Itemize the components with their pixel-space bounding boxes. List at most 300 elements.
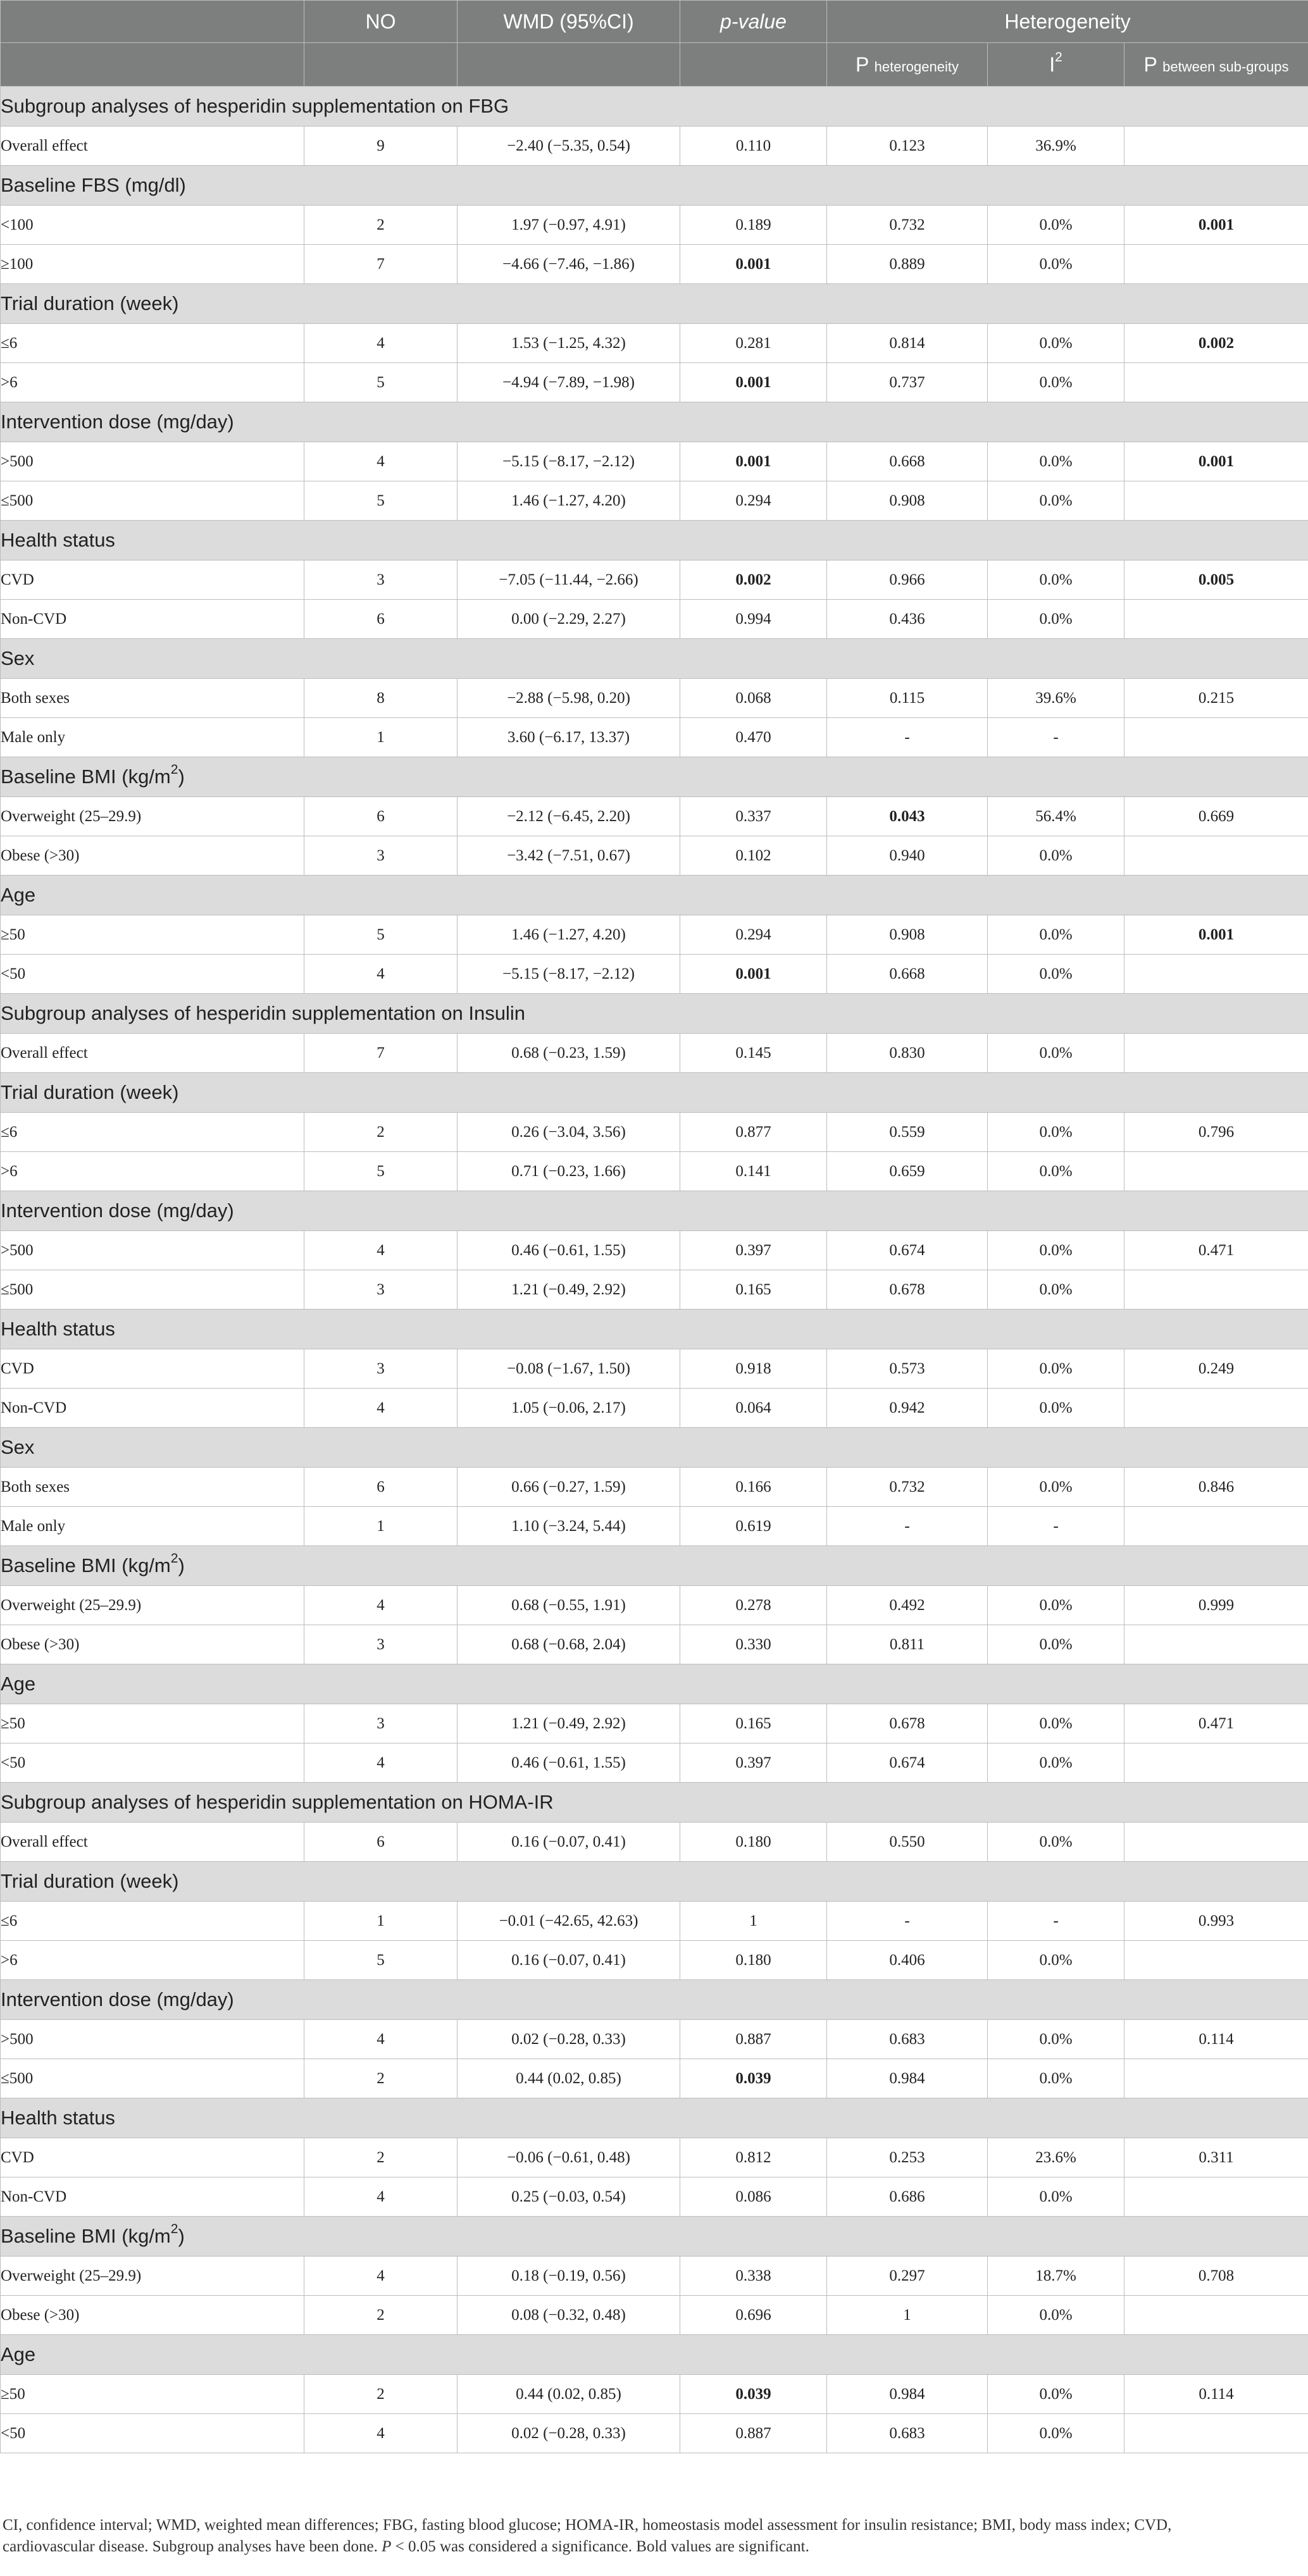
section-title [1,1664,1308,1704]
section-title-text: Baseline BMI (kg/m [1,2225,171,2247]
table-row [1,1704,1308,1743]
table-row [1,2414,1308,2453]
table-row [1,1113,1308,1152]
cell-p-heterogeneity: 0.123 [827,127,988,166]
row-label: >6 [1,1941,304,1980]
cell-p-heterogeneity: 0.674 [827,1743,988,1783]
table-row [1,1586,1308,1625]
section-title [1,994,1308,1034]
section-title-end: ) [178,2225,185,2247]
cell-p-heterogeneity: 0.492 [827,1586,988,1625]
cell-i2: - [988,718,1124,757]
cell-i2: - [988,1507,1124,1546]
cell-p-heterogeneity: - [827,1902,988,1941]
cell-pvalue: 0.166 [680,1468,827,1507]
table-row [1,797,1308,836]
cell-p-heterogeneity: 0.678 [827,1704,988,1743]
cell-i2: 0.0% [988,1941,1124,1980]
row-label: ≥50 [1,915,304,955]
cell-wmd: −0.06 (−0.61, 0.48) [458,2138,680,2177]
section-title [1,87,1308,127]
cell-pvalue: 0.619 [680,1507,827,1546]
section-header-row [1,1862,1308,1902]
header-p-between-sub: between sub-groups [1162,58,1289,75]
row-label: Male only [1,718,304,757]
cell-pvalue: 0.294 [680,481,827,521]
table-row [1,1625,1308,1664]
cell-wmd: −2.12 (−6.45, 2.20) [458,797,680,836]
header-blank-3 [304,43,458,87]
row-label: Overweight (25–29.9) [1,2257,304,2296]
header-wmd: WMD (95%CI) [458,1,680,43]
table-row [1,1743,1308,1783]
table-row [1,1941,1308,1980]
cell-p-between [1124,1507,1308,1546]
cell-i2: 0.0% [988,363,1124,402]
cell-p-heterogeneity: 0.668 [827,442,988,481]
cell-wmd: 1.05 (−0.06, 2.17) [458,1389,680,1428]
section-title [1,1073,1308,1113]
section-title [1,1310,1308,1349]
section-title-text: Intervention dose (mg/day) [1,411,234,433]
cell-i2: 0.0% [988,1586,1124,1625]
cell-wmd: 1.46 (−1.27, 4.20) [458,915,680,955]
cell-p-heterogeneity: 0.940 [827,836,988,876]
row-label: Both sexes [1,679,304,718]
row-label: >6 [1,363,304,402]
row-label: >500 [1,2020,304,2059]
section-title-text: Sex [1,647,35,669]
table-row [1,206,1308,245]
cell-i2: 0.0% [988,1152,1124,1191]
cell-pvalue: 0.145 [680,1034,827,1073]
cell-p-heterogeneity: 0.683 [827,2020,988,2059]
cell-no: 4 [304,2414,458,2453]
cell-no: 1 [304,718,458,757]
cell-wmd: 1.21 (−0.49, 2.92) [458,1270,680,1310]
table-row [1,2375,1308,2414]
cell-p-between: 0.114 [1124,2020,1308,2059]
section-title-superscript: 2 [170,2222,178,2236]
cell-p-heterogeneity: - [827,1507,988,1546]
cell-p-heterogeneity: 0.830 [827,1034,988,1073]
row-label: >500 [1,442,304,481]
cell-p-heterogeneity: 0.253 [827,2138,988,2177]
cell-i2: 39.6% [988,679,1124,718]
cell-no: 1 [304,1902,458,1941]
table-row [1,1231,1308,1270]
table-row [1,1270,1308,1310]
header-row-top [1,1,1308,43]
row-label: Obese (>30) [1,836,304,876]
cell-i2: 0.0% [988,915,1124,955]
cell-p-heterogeneity: 0.966 [827,560,988,600]
row-label: <50 [1,955,304,994]
row-label: Both sexes [1,1468,304,1507]
table-row [1,560,1308,600]
cell-p-between: 0.002 [1124,324,1308,363]
table-row [1,2177,1308,2217]
header-p-heterogeneity-sub: heterogeneity [874,58,959,75]
cell-i2: 0.0% [988,836,1124,876]
cell-pvalue: 0.397 [680,1231,827,1270]
section-header-row [1,2335,1308,2375]
cell-pvalue: 0.141 [680,1152,827,1191]
section-title [1,284,1308,324]
cell-i2: 0.0% [988,2296,1124,2335]
section-title-text: Intervention dose (mg/day) [1,1199,234,1222]
cell-pvalue: 0.180 [680,1941,827,1980]
cell-p-heterogeneity: 0.889 [827,245,988,284]
cell-p-heterogeneity: 0.115 [827,679,988,718]
section-header-row [1,284,1308,324]
cell-p-between [1124,2296,1308,2335]
header-blank [1,1,304,43]
cell-no: 4 [304,1389,458,1428]
row-label: CVD [1,1349,304,1389]
cell-wmd: −2.88 (−5.98, 0.20) [458,679,680,718]
table-row [1,2059,1308,2098]
cell-no: 3 [304,1625,458,1664]
cell-wmd: 0.44 (0.02, 0.85) [458,2375,680,2414]
cell-no: 4 [304,442,458,481]
section-header-row [1,876,1308,915]
cell-wmd: 0.26 (−3.04, 3.56) [458,1113,680,1152]
cell-p-heterogeneity: 0.984 [827,2375,988,2414]
cell-no: 6 [304,797,458,836]
cell-i2: 23.6% [988,2138,1124,2177]
cell-i2: 0.0% [988,324,1124,363]
cell-i2: 0.0% [988,1389,1124,1428]
table-row [1,2257,1308,2296]
cell-pvalue: 0.696 [680,2296,827,2335]
section-title [1,2098,1308,2138]
section-header-row [1,1664,1308,1704]
cell-p-between [1124,127,1308,166]
row-label: Overall effect [1,1823,304,1862]
cell-no: 4 [304,1586,458,1625]
cell-p-between [1124,718,1308,757]
row-label: ≤500 [1,1270,304,1310]
section-header-row [1,87,1308,127]
cell-p-between: 0.471 [1124,1704,1308,1743]
table-row [1,324,1308,363]
cell-wmd: 3.60 (−6.17, 13.37) [458,718,680,757]
cell-no: 3 [304,1704,458,1743]
cell-p-between [1124,363,1308,402]
cell-no: 3 [304,1270,458,1310]
section-title [1,876,1308,915]
section-title [1,2217,1308,2257]
cell-no: 5 [304,1941,458,1980]
cell-pvalue: 0.877 [680,1113,827,1152]
table-row [1,2138,1308,2177]
cell-wmd: −0.08 (−1.67, 1.50) [458,1349,680,1389]
header-p-heterogeneity-label: P [856,53,869,76]
cell-p-between [1124,481,1308,521]
table-row [1,442,1308,481]
table-row [1,2020,1308,2059]
row-label: ≤6 [1,324,304,363]
section-title-text: Age [1,2343,36,2365]
cell-i2: 0.0% [988,560,1124,600]
cell-pvalue: 0.887 [680,2414,827,2453]
cell-wmd: −2.40 (−5.35, 0.54) [458,127,680,166]
cell-p-between: 0.215 [1124,679,1308,718]
cell-pvalue: 0.039 [680,2375,827,2414]
cell-pvalue: 0.812 [680,2138,827,2177]
section-title-text: Age [1,1673,36,1695]
cell-i2: 0.0% [988,206,1124,245]
cell-p-between: 0.001 [1124,206,1308,245]
cell-no: 5 [304,481,458,521]
cell-p-heterogeneity: 0.550 [827,1823,988,1862]
row-label: ≥50 [1,1704,304,1743]
cell-no: 7 [304,245,458,284]
cell-pvalue: 0.068 [680,679,827,718]
cell-p-heterogeneity: 0.678 [827,1270,988,1310]
cell-pvalue: 0.994 [680,600,827,639]
cell-no: 4 [304,2257,458,2296]
cell-p-heterogeneity: 0.942 [827,1389,988,1428]
cell-p-between [1124,245,1308,284]
cell-wmd: 0.02 (−0.28, 0.33) [458,2020,680,2059]
cell-no: 4 [304,2177,458,2217]
cell-no: 3 [304,1349,458,1389]
cell-wmd: −4.66 (−7.46, −1.86) [458,245,680,284]
table-row [1,915,1308,955]
table-row [1,679,1308,718]
table-row [1,1902,1308,1941]
section-title-text: Sex [1,1436,35,1458]
section-title [1,639,1308,679]
section-header-row [1,166,1308,206]
cell-i2: 0.0% [988,1113,1124,1152]
header-blank-2 [1,43,304,87]
cell-pvalue: 0.002 [680,560,827,600]
section-header-row [1,1980,1308,2020]
cell-no: 6 [304,1823,458,1862]
cell-p-between: 0.993 [1124,1902,1308,1941]
table-row [1,245,1308,284]
section-title-superscript: 2 [170,1551,178,1566]
cell-p-between [1124,600,1308,639]
section-title-text: Trial duration (week) [1,292,179,314]
cell-p-heterogeneity: 0.732 [827,206,988,245]
cell-wmd: 0.66 (−0.27, 1.59) [458,1468,680,1507]
cell-i2: 0.0% [988,600,1124,639]
cell-no: 5 [304,363,458,402]
row-label: <50 [1,2414,304,2453]
row-label: Overweight (25–29.9) [1,1586,304,1625]
footnote-p-italic: P [382,2538,392,2555]
cell-i2: 0.0% [988,1034,1124,1073]
cell-pvalue: 0.397 [680,1743,827,1783]
cell-wmd: −7.05 (−11.44, −2.66) [458,560,680,600]
cell-p-between: 0.001 [1124,915,1308,955]
cell-p-between: 0.669 [1124,797,1308,836]
cell-wmd: 0.18 (−0.19, 0.56) [458,2257,680,2296]
row-label: ≤6 [1,1902,304,1941]
section-title-text: Health status [1,1318,115,1340]
cell-i2: 0.0% [988,442,1124,481]
table-row [1,481,1308,521]
cell-i2: 0.0% [988,2059,1124,2098]
cell-pvalue: 0.001 [680,363,827,402]
cell-wmd: 0.68 (−0.68, 2.04) [458,1625,680,1664]
cell-pvalue: 0.086 [680,2177,827,2217]
section-header-row [1,1783,1308,1823]
cell-no: 2 [304,2296,458,2335]
cell-p-heterogeneity: 0.668 [827,955,988,994]
cell-wmd: 0.08 (−0.32, 0.48) [458,2296,680,2335]
row-label: ≥100 [1,245,304,284]
section-title [1,1546,1308,1586]
cell-p-between: 0.708 [1124,2257,1308,2296]
cell-no: 2 [304,206,458,245]
cell-wmd: −3.42 (−7.51, 0.67) [458,836,680,876]
header-blank-4 [458,43,680,87]
footnote-line-2c: < 0.05 was considered a significance. Bold values are significant. [391,2538,809,2555]
cell-p-heterogeneity: 0.659 [827,1152,988,1191]
section-title [1,1783,1308,1823]
cell-pvalue: 0.470 [680,718,827,757]
cell-p-heterogeneity: 0.908 [827,481,988,521]
section-title-text: Trial duration (week) [1,1870,179,1892]
row-label: Non-CVD [1,600,304,639]
cell-p-between: 0.249 [1124,1349,1308,1389]
cell-i2: 0.0% [988,1270,1124,1310]
table-body [1,87,1308,2453]
header-p-between-label: P [1143,53,1157,76]
cell-pvalue: 0.337 [680,797,827,836]
section-title-text: Health status [1,529,115,551]
cell-no: 7 [304,1034,458,1073]
cell-wmd: 0.46 (−0.61, 1.55) [458,1231,680,1270]
section-title [1,1428,1308,1468]
cell-p-heterogeneity: 0.674 [827,1231,988,1270]
row-label: Obese (>30) [1,2296,304,2335]
section-title-text: Baseline BMI (kg/m [1,765,171,788]
cell-i2: 0.0% [988,1468,1124,1507]
header-pvalue: p-value [680,1,827,43]
cell-p-between [1124,1941,1308,1980]
cell-p-heterogeneity: 0.559 [827,1113,988,1152]
cell-p-between [1124,2059,1308,2098]
cell-p-between [1124,1389,1308,1428]
table-footnote [0,2515,1293,2558]
cell-p-between [1124,2177,1308,2217]
table-row [1,1034,1308,1073]
cell-pvalue: 0.294 [680,915,827,955]
cell-no: 5 [304,1152,458,1191]
section-title [1,521,1308,560]
section-title-text: Baseline BMI (kg/m [1,1554,171,1576]
cell-p-heterogeneity: 0.811 [827,1625,988,1664]
table-row [1,1152,1308,1191]
cell-p-heterogeneity: - [827,718,988,757]
cell-pvalue: 0.887 [680,2020,827,2059]
cell-no: 6 [304,1468,458,1507]
table-row [1,127,1308,166]
cell-p-heterogeneity: 1 [827,2296,988,2335]
cell-pvalue: 0.001 [680,442,827,481]
cell-p-heterogeneity: 0.984 [827,2059,988,2098]
cell-p-between [1124,2414,1308,2453]
cell-pvalue: 0.189 [680,206,827,245]
cell-no: 1 [304,1507,458,1546]
cell-pvalue: 0.001 [680,245,827,284]
header-i2 [988,43,1124,87]
header-blank-5 [680,43,827,87]
cell-p-between: 0.311 [1124,2138,1308,2177]
section-header-row [1,757,1308,797]
cell-i2: 0.0% [988,245,1124,284]
table-row [1,1823,1308,1862]
cell-p-heterogeneity: 0.683 [827,2414,988,2453]
table-row [1,600,1308,639]
row-label: Overweight (25–29.9) [1,797,304,836]
cell-wmd: 1.10 (−3.24, 5.44) [458,1507,680,1546]
cell-wmd: 0.02 (−0.28, 0.33) [458,2414,680,2453]
header-i2-label: I [1049,53,1056,76]
section-header-row [1,2098,1308,2138]
cell-i2: 0.0% [988,1625,1124,1664]
cell-i2: 56.4% [988,797,1124,836]
section-title [1,2335,1308,2375]
cell-wmd: −0.01 (−42.65, 42.63) [458,1902,680,1941]
cell-no: 4 [304,1743,458,1783]
header-no: NO [304,1,458,43]
table-row [1,1507,1308,1546]
cell-p-between [1124,1625,1308,1664]
cell-i2: 0.0% [988,481,1124,521]
cell-wmd: 1.97 (−0.97, 4.91) [458,206,680,245]
section-title [1,1191,1308,1231]
cell-p-between: 0.999 [1124,1586,1308,1625]
section-header-row [1,994,1308,1034]
section-title-text: Age [1,884,36,906]
section-header-row [1,1191,1308,1231]
cell-pvalue: 0.039 [680,2059,827,2098]
cell-no: 2 [304,2059,458,2098]
cell-pvalue: 0.281 [680,324,827,363]
table-row [1,1389,1308,1428]
cell-pvalue: 0.110 [680,127,827,166]
footnote-line-1: CI, confidence interval; WMD, weighted mean differences; FBG, fasting blood glucose; HOMA-IR, homeostasis model assessment for insulin resistance; BMI, body mass index; CVD, [3,2517,1172,2534]
section-header-row [1,639,1308,679]
section-title-text: Trial duration (week) [1,1081,179,1103]
cell-wmd: −5.15 (−8.17, −2.12) [458,442,680,481]
cell-wmd: 0.16 (−0.07, 0.41) [458,1823,680,1862]
section-header-row [1,1073,1308,1113]
cell-p-between: 0.846 [1124,1468,1308,1507]
cell-wmd: 1.53 (−1.25, 4.32) [458,324,680,363]
row-label: Non-CVD [1,1389,304,1428]
header-p-heterogeneity [827,43,988,87]
cell-wmd: 0.68 (−0.55, 1.91) [458,1586,680,1625]
cell-pvalue: 0.338 [680,2257,827,2296]
cell-pvalue: 0.180 [680,1823,827,1862]
section-title-text: Intervention dose (mg/day) [1,1988,234,2010]
row-label: CVD [1,2138,304,2177]
row-label: <100 [1,206,304,245]
section-title-text: Baseline FBS (mg/dl) [1,174,186,196]
cell-p-between: 0.471 [1124,1231,1308,1270]
cell-p-heterogeneity: 0.737 [827,363,988,402]
cell-p-heterogeneity: 0.406 [827,1941,988,1980]
cell-p-heterogeneity: 0.436 [827,600,988,639]
